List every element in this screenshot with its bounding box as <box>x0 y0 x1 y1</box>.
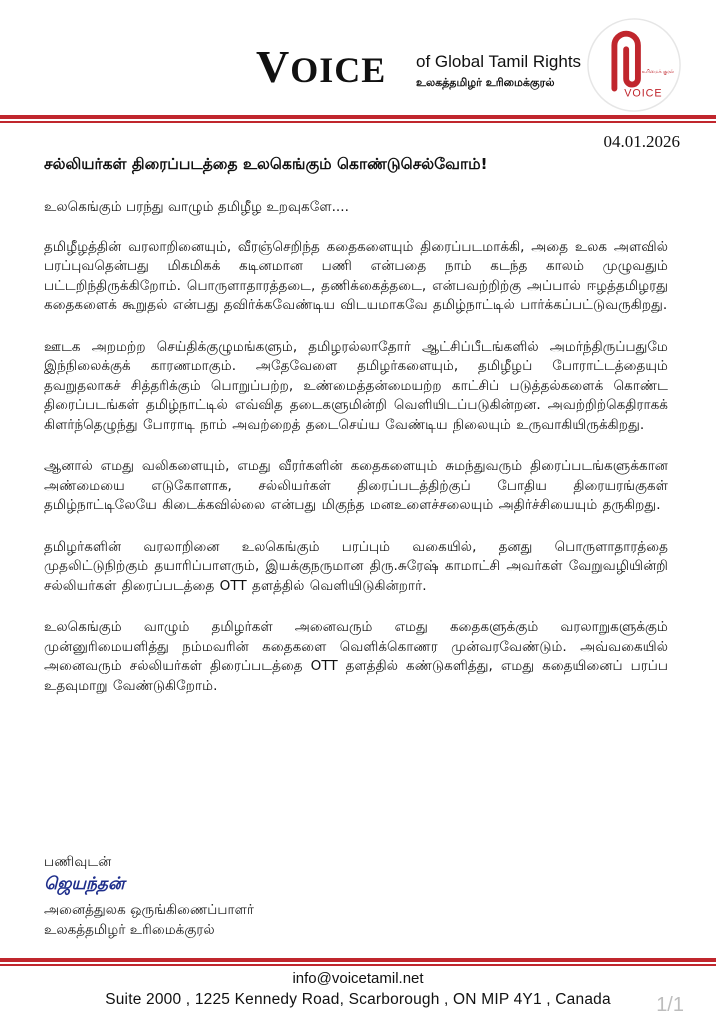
brand-tagline-ta: உலகத்தமிழர் உரிமைக்குரல் <box>416 76 555 89</box>
paragraph-1: தமிழீழத்தின் வரலாறினையும், வீரஞ்செறிந்த கதைகளையும் திரைப்படமாக்கி, அதை உலக அளவில் பரப்புவதென்பது மிகமிகக் கடினமான பணி என்பதை நாம் கடந்த காலம் முழுவதும் பட்டறிந்திருக்கிறோம். பொருளாதாரத்தடை, தணிக்கைத்தடை, என்பவற்றிற்கு அப்பால் ஈழத்தமிழரது கதைகளைக் கூறுதல் என்பது தவிர்க்கவேண்டிய விடயமாகவே தமிழ்நாட்டில் பார்க்கப்பட்டுவருகிறது. <box>44 238 668 313</box>
letter-date: 04.01.2026 <box>603 132 680 151</box>
voice-logo-icon <box>585 16 683 114</box>
letter-title: சல்லியர்கள் திரைப்படத்தை உலகெங்கும் கொண்டுசெல்வோம்! <box>44 155 488 173</box>
paragraph-4: தமிழர்களின் வரலாறினை உலகெங்கும் பரப்பும் வகையில், தனது பொருளாதாரத்தை முதலிட்டுநிற்கும் தயாரிப்பாளரும், இயக்குநருமான திரு.சுரேஷ் காமாட்சி அவர்கள் வேறுவழியின்றி சல்லியர்கள் திரைப்படத்தை OTT தளத்தில் வெளியிடுகின்றார். <box>44 538 668 594</box>
footer-rule-thick <box>0 958 716 962</box>
logo-text: VOICE <box>624 87 663 100</box>
footer-email: info@voicetamil.net <box>292 970 424 987</box>
brand-tagline-en: of Global Tamil Rights <box>416 52 582 71</box>
footer-address: Suite 2000 , 1225 Kennedy Road, Scarborough , ON MIP 4Y1 , Canada <box>105 991 611 1008</box>
footer-rule-thin <box>0 964 716 966</box>
header-rule-thin <box>0 121 716 123</box>
page-indicator: 1/1 <box>656 994 684 1016</box>
closing: பணிவுடன் <box>44 854 112 870</box>
header-rule-thick <box>0 115 716 119</box>
letter-body <box>44 198 668 718</box>
brand-initial: V <box>256 41 291 92</box>
signature-block <box>44 852 254 940</box>
brand-wordmark <box>256 40 386 93</box>
paragraph-5: உலகெங்கும் வாழும் தமிழர்கள் அனைவரும் எமது கதைகளுக்கும் வரலாறுகளுக்கும் முன்னுரிமையளித்து நம்மவரின் கதைகளை வெளிக்கொணர முன்வரவேண்டும். அவ்வகையில் அனைவரும் சல்லியர்கள் திரைப்படத்தை OTT தளத்தில் கண்டுகளித்து, எமது கதையினைப் பரப்ப உதவுமாறு வேண்டுகிறோம். <box>44 619 668 694</box>
letterhead <box>0 0 716 118</box>
paragraph-3: ஆனால் எமது வலிகளையும், எமது வீரர்களின் கதைகளையும் சுமந்துவரும் திரைப்படங்களுக்கான அண்மையை எடுகோளாக, சல்லியர்கள் திரைப்படத்திற்குப் போதிய திரையரங்குகள் தமிழ்நாட்டிலேயே கிடைக்கவில்லை என்பது மிகுந்த மனஉளைச்சலையும் அதிர்ச்சியையும் தருகிறது. <box>44 458 668 513</box>
signature: ஜெயந்தன் <box>44 874 125 894</box>
letter-greeting: உலகெங்கும் பரந்து வாழும் தமிழீழ உறவுகளே.... <box>44 199 349 215</box>
signer-title: அனைத்துலக ஒருங்கிணைப்பாளர் <box>44 902 254 918</box>
logo-small-ta: உரிமைக் குரல் <box>641 68 674 75</box>
paragraph-2: ஊடக அறமற்ற செய்திக்குழுமங்களும், தமிழரல்லாதோர் ஆட்சிப்பீடங்களில் அமர்ந்திருப்பதுமே இந்நிலைக்குக் காரணமாகும். அதேவேளை தமிழர்களையும், தமிழீழப் போராட்டத்தையும் தவறுதலாகச் சித்தரிக்கும் பொறுப்பற்ற, உண்மைத்தன்மையற்ற காட்சிப் படுத்தல்களைக் கொண்ட திரைப்படங்கள் தமிழ்நாட்டில் எவ்வித தடைகளுமின்றி வெளியிடப்படுகின்றன. அவற்றிற்கெதிராகக் கிளர்ந்தெழுந்து போராடி நாம் அவற்றைத் தடைசெய்ய வேண்டிய நிலையும் உருவாகியிருக்கிறது. <box>44 338 668 433</box>
brand-rest: OICE <box>290 50 387 90</box>
signer-org: உலகத்தமிழர் உரிமைக்குரல் <box>44 922 215 938</box>
